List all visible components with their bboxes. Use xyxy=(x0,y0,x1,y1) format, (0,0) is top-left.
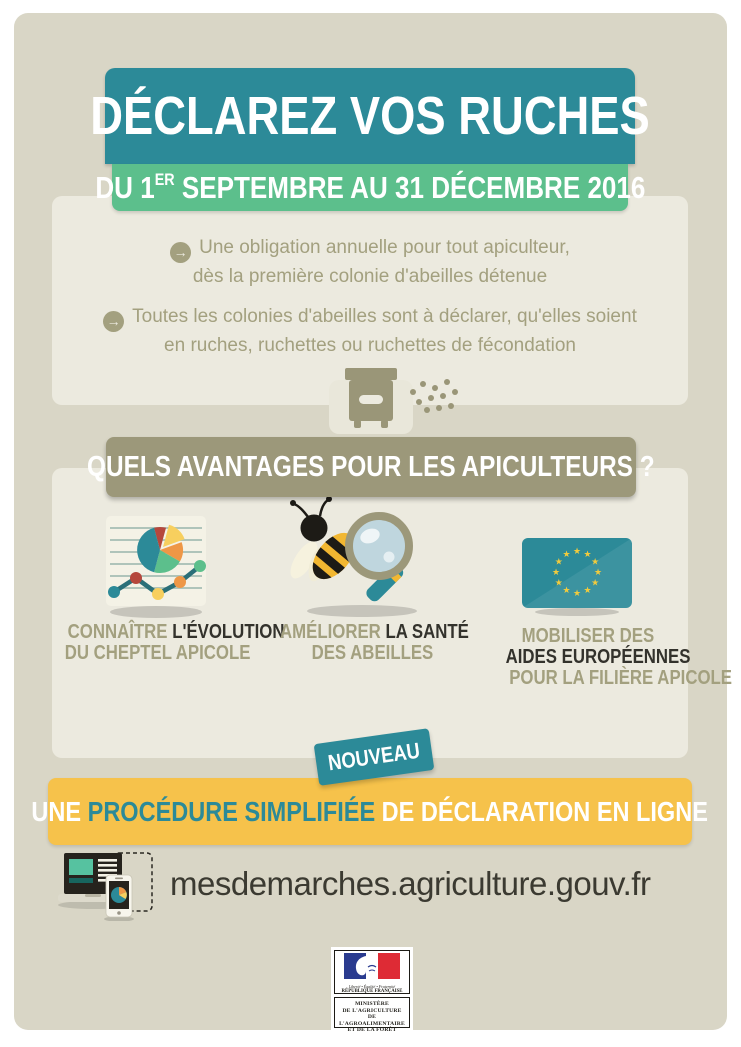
obligations-list xyxy=(52,234,688,372)
advantages-heading-banner xyxy=(87,437,655,497)
svg-text:★: ★ xyxy=(593,568,603,578)
caption-text: MOBILISER DES xyxy=(521,625,655,647)
date-prefix: DU 1 xyxy=(95,169,155,205)
ministry-line: ET DE LA FORÊT xyxy=(347,1027,397,1033)
bee-magnifier-icon xyxy=(282,494,437,619)
caption-line xyxy=(488,646,691,668)
marianne-flag-icon xyxy=(344,953,400,979)
bullet-line xyxy=(52,303,688,332)
procedure-banner xyxy=(31,778,709,845)
date-suffix: SEPTEMBRE AU 31 DÉCEMBRE 2016 xyxy=(174,169,646,205)
svg-text:★: ★ xyxy=(591,557,600,568)
svg-text:★: ★ xyxy=(583,549,592,560)
caption-text: L'ÉVOLUTION xyxy=(172,621,285,643)
procedure-segment: UNE xyxy=(31,795,88,827)
bullet-text: dès la première colonie d'abeilles détenue xyxy=(192,266,548,287)
svg-text:★: ★ xyxy=(554,578,563,589)
arrow-bullet-icon xyxy=(170,242,191,263)
caption-text: DES ABEILLES xyxy=(311,642,433,664)
svg-text:★: ★ xyxy=(562,586,571,597)
republique-francaise-logo xyxy=(334,950,410,994)
svg-text:★: ★ xyxy=(572,589,582,599)
republic-text: RÉPUBLIQUE FRANÇAISE xyxy=(341,989,403,994)
motto-text: Liberté • Égalité • Fraternité xyxy=(348,984,396,989)
arrow-glyph: → xyxy=(173,244,188,260)
caption-line xyxy=(488,667,732,689)
caption-line xyxy=(488,626,688,647)
benefit-caption xyxy=(488,625,732,689)
new-badge-label: NOUVEAU xyxy=(326,737,422,776)
svg-text:★: ★ xyxy=(583,586,592,597)
date-superscript: ER xyxy=(154,170,175,190)
benefit-caption xyxy=(47,621,285,664)
bullet-text: Toutes les colonies d'abeilles sont à déclarer, qu'elles soient xyxy=(132,306,637,327)
ministry-line: MINISTÈRE xyxy=(355,1001,389,1007)
poster-title: DÉCLAREZ VOS RUCHES xyxy=(90,86,650,146)
procedure-segment: PROCÉDURE SIMPLIFIÉE xyxy=(87,795,376,827)
caption-text: DU CHEPTEL APICOLE xyxy=(64,642,251,664)
date-banner xyxy=(95,164,646,211)
website-url[interactable]: mesdemarches.agriculture.gouv.fr xyxy=(170,865,651,902)
advantages-heading: QUELS AVANTAGES POUR LES APICULTEURS ? xyxy=(87,450,655,483)
arrow-bullet-icon xyxy=(103,311,124,332)
svg-text:★: ★ xyxy=(551,568,561,578)
svg-text:★: ★ xyxy=(562,549,571,560)
bullet-text: Une obligation annuelle pour tout apiculteur, xyxy=(199,237,570,258)
caption-line xyxy=(47,621,285,643)
caption-line xyxy=(262,643,482,664)
svg-text:★: ★ xyxy=(554,557,563,568)
svg-text:★: ★ xyxy=(572,547,582,557)
eu-flag-icon xyxy=(522,538,632,616)
list-item xyxy=(52,303,688,359)
caption-text: AMÉLIORER xyxy=(279,621,386,643)
caption-line xyxy=(47,643,267,664)
procedure-text xyxy=(32,796,708,828)
bees-dots xyxy=(410,379,458,413)
arrow-glyph: → xyxy=(106,313,121,329)
title-banner xyxy=(90,68,650,164)
statistics-chart-icon xyxy=(100,516,212,620)
ministry-line: DE L'AGROALIMENTAIRE xyxy=(339,1014,405,1027)
bullet-text: en ruches, ruchettes ou ruchettes de fécondation xyxy=(164,335,576,356)
beehive-with-bees-icon xyxy=(343,368,463,432)
caption-text: AIDES EUROPÉENNES xyxy=(505,646,691,668)
ministry-line: DE L'AGRICULTURE xyxy=(342,1007,402,1014)
caption-text: CONNAÎTRE xyxy=(67,621,173,643)
laptop-phone-tablet-icon xyxy=(58,847,158,921)
bullet-line xyxy=(52,234,688,263)
date-range xyxy=(95,170,645,206)
caption-text: POUR LA FILIÈRE APICOLE xyxy=(509,667,732,689)
government-logo xyxy=(331,947,413,1032)
svg-text:★: ★ xyxy=(591,578,600,589)
website-row xyxy=(58,846,708,922)
caption-text: LA SANTÉ xyxy=(385,621,469,643)
benefit-caption xyxy=(262,622,482,664)
procedure-segment: DE DÉCLARATION EN LIGNE xyxy=(375,795,709,827)
ministry-name xyxy=(334,997,410,1033)
list-item xyxy=(52,234,688,290)
caption-line xyxy=(262,622,482,643)
